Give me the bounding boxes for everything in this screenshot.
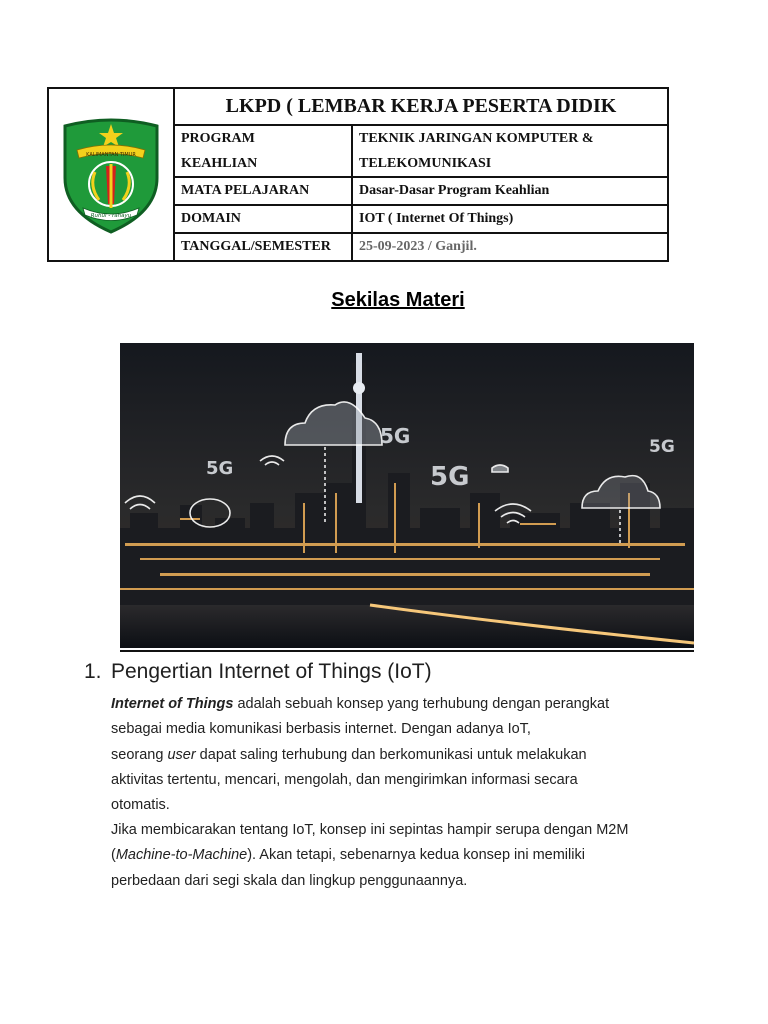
kalimantan-timur-emblem-icon	[59, 116, 163, 234]
section-title: Sekilas Materi	[331, 289, 465, 311]
p1-line4: aktivitas tertentu, mencari, mengolah, dan mengirimkan informasi secara	[111, 771, 578, 788]
value-domain: IOT ( Internet Of Things)	[359, 211, 514, 226]
p2-line2b: ). Akan tetapi, sebenarnya kedua konsep ini memiliki	[247, 847, 585, 864]
p1-term: Internet of Things	[111, 696, 234, 712]
p1-line3a: seorang	[111, 746, 168, 763]
paragraph-2	[111, 818, 691, 894]
lkpd-title: LKPD ( LEMBAR KERJA PESERTA DIDIK	[175, 89, 667, 126]
logo-cell	[49, 89, 175, 260]
p2-line2a: (	[111, 847, 116, 864]
value-program-line1: TEKNIK JARINGAN KOMPUTER &	[359, 131, 594, 146]
p1-user: user	[167, 746, 196, 763]
logo-motto-text: Ruhui - rahayu	[90, 212, 132, 219]
hero-5g-label-2: 5G	[380, 424, 411, 448]
label-domain: DOMAIN	[175, 206, 353, 232]
value-program-line2: TELEKOMUNIKASI	[359, 156, 492, 171]
smart-city-network-image	[120, 343, 694, 648]
hero-5g-label-3: 5G	[430, 462, 470, 492]
row-domain	[175, 206, 667, 234]
p2-m2m: Machine-to-Machine	[115, 847, 248, 864]
hero-divider	[120, 650, 694, 652]
heading-number: 1.	[84, 660, 102, 683]
row-program-keahlian	[175, 126, 667, 178]
row-tanggal-semester	[175, 234, 667, 260]
p2-line1: Jika membicarakan tentang IoT, konsep ini sepintas hampir serupa dengan M2M	[111, 822, 629, 838]
logo-banner-text: KALIMANTAN TIMUR	[86, 151, 136, 158]
value-mata-pelajaran: Dasar-Dasar Program Keahlian	[359, 183, 550, 198]
p1-line2: sebagai media komunikasi berbasis internet. Dengan adanya IoT,	[111, 721, 531, 738]
section-heading-1	[84, 660, 432, 684]
heading-text: Pengertian Internet of Things (IoT)	[111, 660, 432, 683]
p2-line3: perbedaan dari segi skala dan lingkup penggunaannya.	[111, 872, 468, 889]
row-mata-pelajaran	[175, 178, 667, 206]
hero-5g-label-4: 5G	[649, 437, 675, 457]
label-keahlian: KEAHLIAN	[181, 156, 258, 171]
label-program: PROGRAM	[181, 131, 255, 146]
paragraph-1	[111, 692, 691, 818]
label-mata-pelajaran: MATA PELAJARAN	[175, 178, 353, 204]
label-tanggal-semester: TANGGAL/SEMESTER	[175, 234, 353, 260]
value-tanggal-semester: 25-09-2023 / Ganjil.	[359, 239, 477, 254]
p1-line1: adalah sebuah konsep yang terhubung dengan perangkat	[233, 696, 610, 712]
hero-5g-label-1: 5G	[206, 458, 234, 479]
p1-line5: otomatis.	[111, 797, 170, 814]
p1-line3b: dapat saling terhubung dan berkomunikasi untuk melakukan	[195, 746, 587, 763]
lkpd-header-table	[47, 87, 669, 262]
